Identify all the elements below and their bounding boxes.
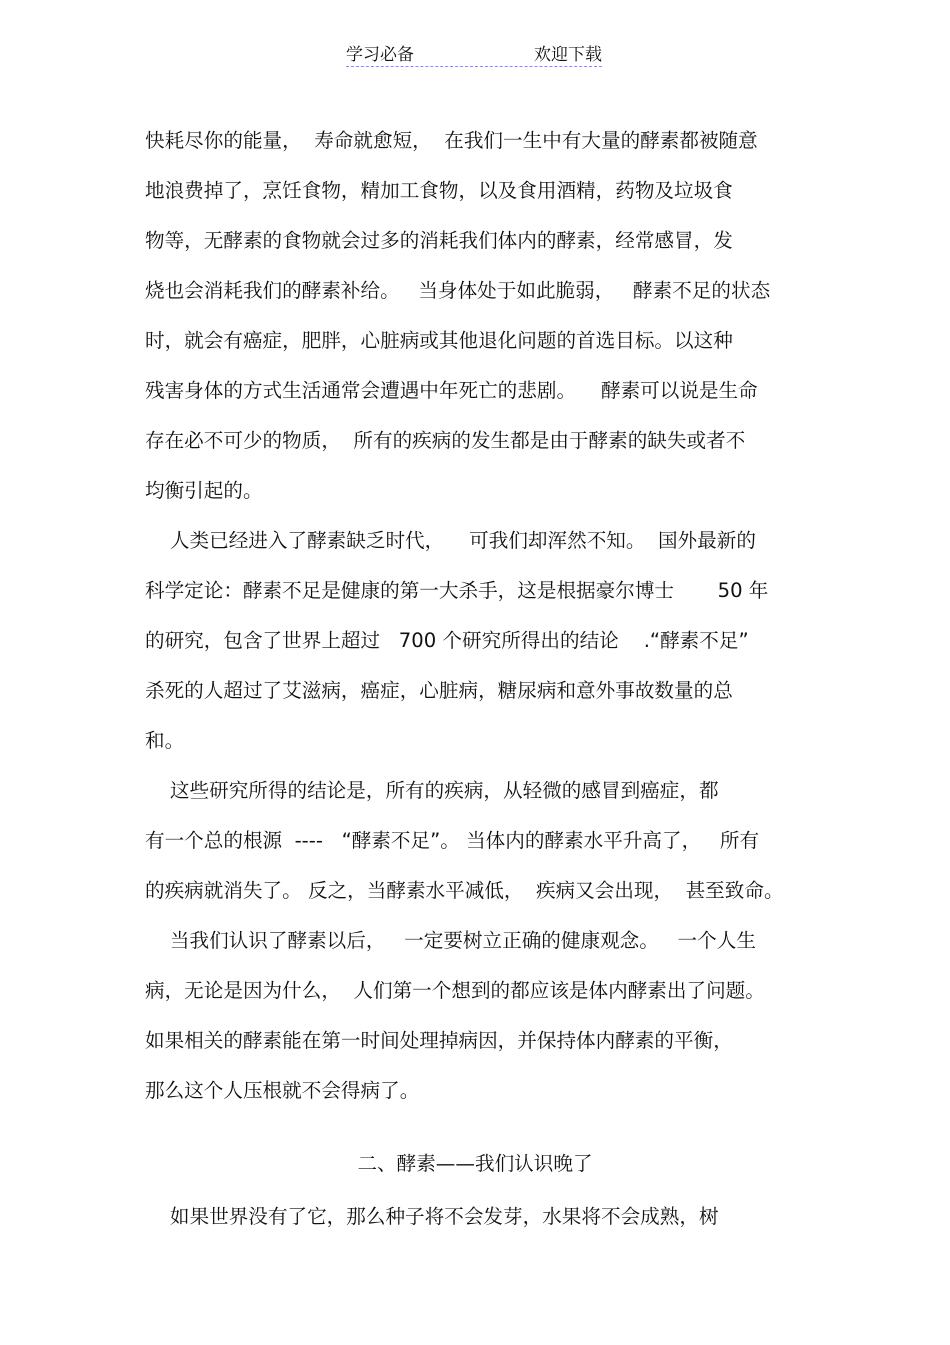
text-line: 快耗尽你的能量， 寿命就愈短， 在我们一生中有大量的酵素都被随意 [145, 129, 758, 152]
text-line: 地浪费掉了，烹饪食物，精加工食物，以及食用酒精，药物及垃圾食 [145, 179, 733, 202]
text-line: 有一个总的根源 ---- “酵素不足”。 当体内的酵素水平升高了， 所有 [145, 829, 760, 852]
text-line: 和。 [145, 729, 185, 752]
header-left-text: 学习必备 [346, 45, 414, 65]
section-heading: 二、酵素——我们认识晚了 [357, 1152, 593, 1175]
text-line: 那么这个人压根就不会得病了。 [145, 1079, 420, 1102]
header-right-text: 欢迎下载 [534, 45, 602, 65]
text-line: 时，就会有癌症，肥胖，心脏病或其他退化问题的首选目标。以这种 [145, 329, 733, 352]
text-line: 杀死的人超过了艾滋病，癌症，心脏病，糖尿病和意外事故数量的总 [145, 679, 733, 702]
text-line: 如果世界没有了它，那么种子将不会发芽，水果将不会成熟，树 [145, 1205, 719, 1228]
text-line: 物等，无酵素的食物就会过多的消耗我们体内的酵素，经常感冒，发 [145, 229, 733, 252]
text-line: 当我们认识了酵素以后， 一定要树立正确的健康观念。 一个人生 [145, 929, 756, 952]
text-line: 均衡引起的。 [145, 479, 263, 502]
page-header [346, 40, 602, 67]
text-line: 存在必不可少的物质， 所有的疾病的发生都是由于酵素的缺失或者不 [145, 429, 746, 452]
text-line: 科学定论：酵素不足是健康的第一大杀手，这是根据豪尔博士 50 年 [145, 579, 769, 602]
text-line: 残害身体的方式生活通常会遭遇中年死亡的悲剧。 酵素可以说是生命 [145, 379, 758, 402]
text-line: 的疾病就消失了。 反之，当酵素水平减低， 疾病又会出现， 甚至致命。 [145, 879, 784, 902]
text-line: 病，无论是因为什么， 人们第一个想到的都应该是体内酵素出了问题。 [145, 979, 765, 1002]
text-line: 这些研究所得的结论是，所有的疾病，从轻微的感冒到癌症，都 [145, 779, 719, 802]
text-line: 的研究，包含了世界上超过 700 个研究所得出的结论 .“酵素不足” [145, 629, 749, 652]
text-line: 人类已经进入了酵素缺乏时代， 可我们却浑然不知。 国外最新的 [145, 529, 756, 552]
text-line: 如果相关的酵素能在第一时间处理掉病因，并保持体内酵素的平衡， [145, 1029, 733, 1052]
text-line: 烧也会消耗我们的酵素补给。 当身体处于如此脆弱， 酵素不足的状态 [145, 279, 771, 302]
